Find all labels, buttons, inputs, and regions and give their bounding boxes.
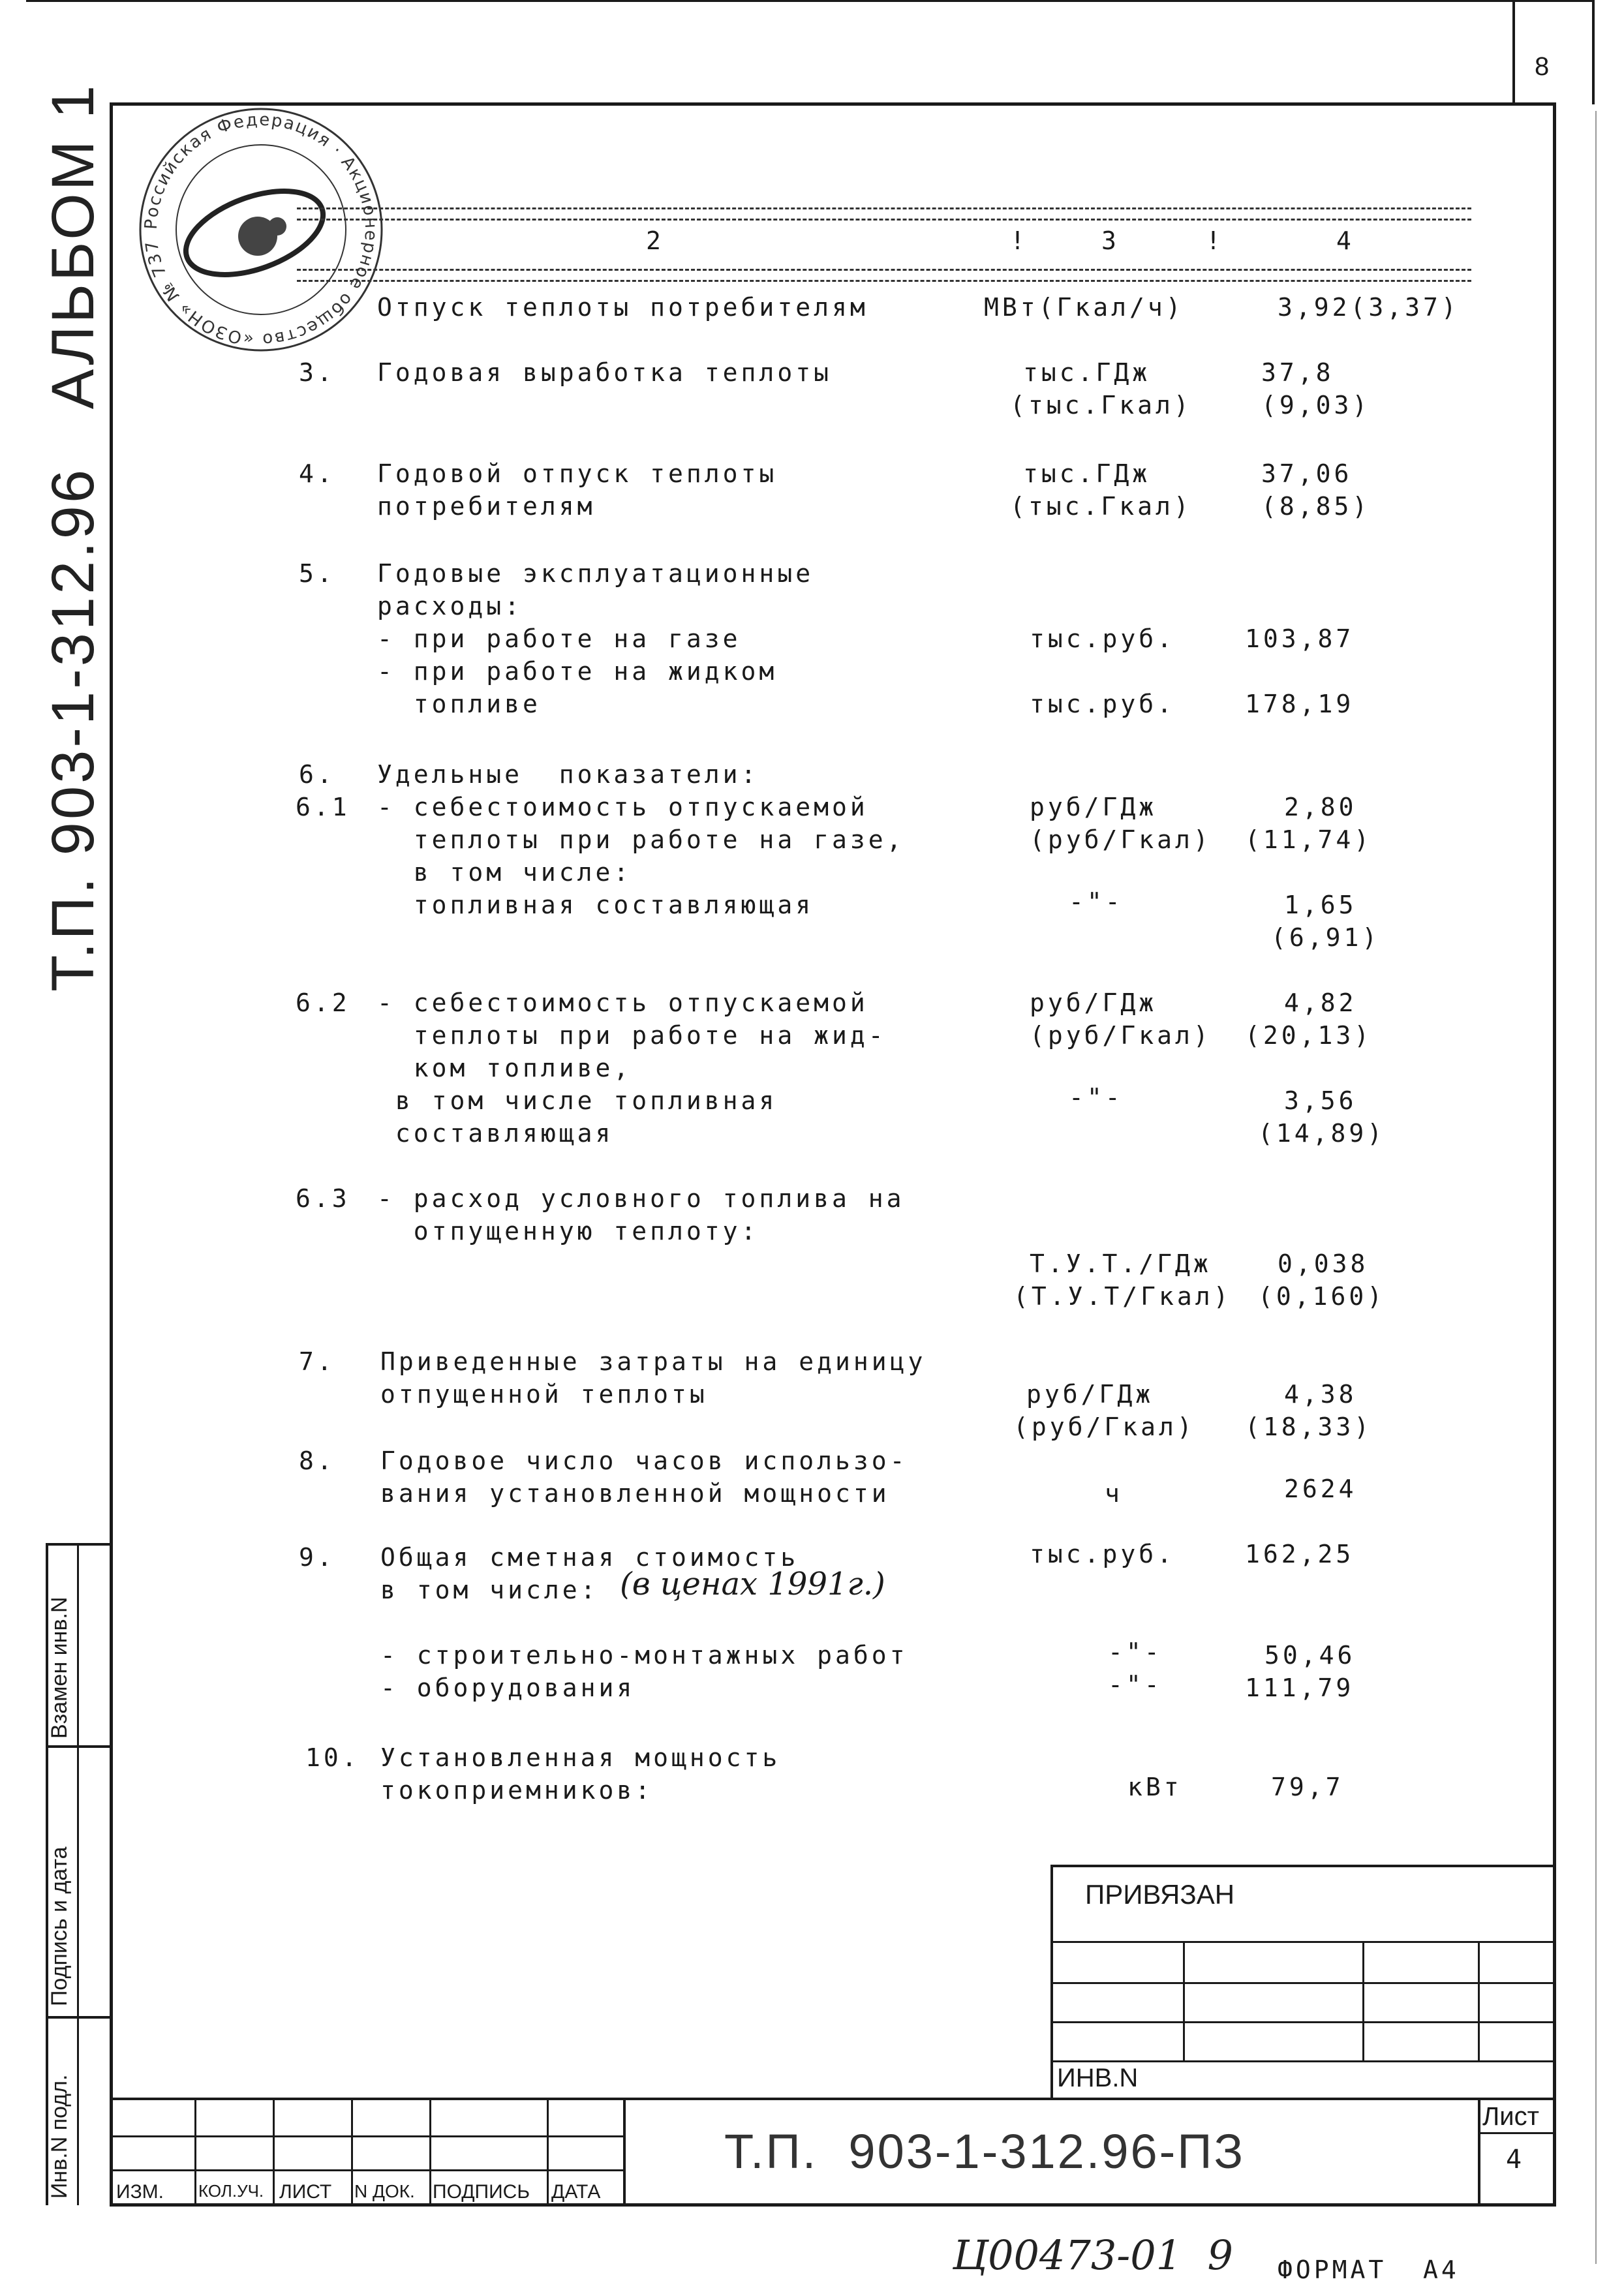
row-5-value-2: 178,19 bbox=[1245, 690, 1355, 718]
stamp-vline-1 bbox=[1183, 1941, 1185, 2062]
row-5-line-3: - при работе на газе bbox=[377, 624, 741, 653]
row-4-value-2: (8,85) bbox=[1261, 492, 1371, 521]
row-3-value-1: 37,8 bbox=[1261, 358, 1334, 387]
list-number: 4 bbox=[1506, 2145, 1525, 2175]
outer-top-line bbox=[26, 0, 1592, 2]
header-col-sep-2: ! bbox=[1206, 226, 1224, 255]
row-6-1-unit-2: (руб/Гкал) bbox=[1030, 825, 1212, 854]
row-9a-line-2: - оборудования bbox=[380, 1673, 636, 1702]
list-label: Лист bbox=[1482, 2102, 1539, 2131]
row-4-line-2: потребителям bbox=[377, 492, 596, 521]
scan-edge-line bbox=[1595, 111, 1597, 2264]
titleblock-list-divider bbox=[1478, 2098, 1480, 2205]
header-col-2: 2 bbox=[646, 226, 664, 255]
header-rule-bottom bbox=[297, 269, 1471, 282]
field-inv-podl: Инв.N подл. bbox=[47, 2074, 72, 2199]
row-3-num: 3. bbox=[299, 358, 335, 387]
row-5-value-1: 103,87 bbox=[1245, 624, 1355, 653]
tb-col-data: ДАТА bbox=[551, 2181, 601, 2203]
row-6-line-1: Удельные показатели: bbox=[377, 760, 759, 789]
row-6-2-num: 6.2 bbox=[296, 988, 350, 1017]
row-6-3-value-2: (0,160) bbox=[1258, 1282, 1386, 1311]
row-6-3-unit-1: Т.У.Т./ГДж bbox=[1030, 1249, 1212, 1278]
tb-col-3 bbox=[351, 2098, 353, 2205]
row-8-line-2: вания установленной мощности bbox=[380, 1479, 890, 1508]
seal-ring-text: Российская Федерация · Акционерное общество «ОЗОН» № 737 bbox=[141, 110, 381, 350]
row-9a-value-2: 111,79 bbox=[1245, 1673, 1355, 1702]
row-8-unit-1: ч bbox=[1105, 1479, 1123, 1508]
row-9-value-1: 162,25 bbox=[1245, 1540, 1355, 1568]
row-10-value-1: 79,7 bbox=[1271, 1773, 1344, 1801]
row-6-2-value-2: (20,13) bbox=[1245, 1021, 1373, 1050]
row-6-2-unit-2: (руб/Гкал) bbox=[1030, 1021, 1212, 1050]
row-10-line-1: Установленная мощность bbox=[380, 1743, 781, 1772]
row-6-2-value-1: 4,82 bbox=[1284, 988, 1357, 1017]
tb-col-2 bbox=[273, 2098, 275, 2205]
row-6-1-line-2: теплоты при работе на газе, bbox=[377, 825, 905, 854]
row-7-value-2: (18,33) bbox=[1245, 1413, 1373, 1441]
row-6-3-line-1: - расход условного топлива на bbox=[377, 1184, 905, 1213]
stamp-vline-2 bbox=[1362, 1941, 1364, 2062]
row-8-value-1: 2624 bbox=[1284, 1475, 1357, 1503]
row-3-line-1: Годовая выработка теплоты bbox=[377, 358, 832, 387]
row-6-2-unit-1: руб/ГДж bbox=[1030, 988, 1157, 1017]
row-9a-unit-1: -"- bbox=[1108, 1638, 1163, 1666]
page-num-box-right bbox=[1592, 0, 1595, 104]
row-6-1-value-3: 1,65 bbox=[1284, 891, 1357, 919]
row-9a-unit-2: -"- bbox=[1108, 1670, 1163, 1699]
side-strip-inner bbox=[77, 1543, 79, 2205]
company-seal-icon bbox=[124, 106, 398, 354]
stamp-vline-3 bbox=[1478, 1941, 1480, 2062]
row-6-2-value-3: 3,56 bbox=[1284, 1086, 1357, 1115]
tb-col-koluch: КОЛ.УЧ. bbox=[198, 2181, 264, 2201]
row-6-num: 6. bbox=[299, 760, 335, 789]
stamp-top-line bbox=[1050, 1865, 1554, 1867]
side-title: Т.П. 903-1-312.96 АЛЬБОМ 1 bbox=[40, 82, 106, 992]
row-9a-line-1: - строительно-монтажных работ bbox=[380, 1641, 908, 1670]
row-10-num: 10. bbox=[305, 1743, 360, 1772]
row-6-2-line-2: теплоты при работе на жид- bbox=[377, 1021, 887, 1050]
frame-bottom bbox=[110, 2203, 1556, 2207]
row-9-line-2: в том числе: bbox=[380, 1576, 599, 1604]
row-6-2-line-3: ком топливе, bbox=[377, 1054, 632, 1082]
row-6-2-line-1: - себестоимость отпускаемой bbox=[377, 988, 868, 1017]
row-9a-value-1: 50,46 bbox=[1264, 1641, 1356, 1670]
row-10-unit-1: кВт bbox=[1127, 1773, 1182, 1801]
tb-col-4 bbox=[429, 2098, 431, 2205]
row-4-line-1: Годовой отпуск теплоты bbox=[377, 459, 778, 488]
row-6-1-num: 6.1 bbox=[296, 793, 350, 821]
stamp-privyazan: ПРИВЯЗАН bbox=[1085, 1879, 1235, 1910]
tb-col-list: ЛИСТ bbox=[279, 2181, 332, 2203]
row-6-1-line-4: топливная составляющая bbox=[377, 891, 814, 919]
page-num-box-left bbox=[1512, 0, 1515, 104]
row-6-2-line-4: в том числе топливная bbox=[377, 1086, 778, 1115]
row-10-line-2: токоприемников: bbox=[380, 1776, 654, 1805]
row-9-num: 9. bbox=[299, 1543, 335, 1572]
header-sep-1: ! bbox=[1010, 226, 1028, 255]
header-col-4: 4 bbox=[1336, 226, 1355, 255]
header-rule-top bbox=[297, 207, 1471, 221]
row-5-line-4: - при работе на жидком bbox=[377, 657, 778, 686]
row-5-line-1: Годовые эксплуатационные bbox=[377, 559, 814, 588]
row-5-unit-1: тыс.руб. bbox=[1030, 624, 1176, 653]
row-6-3-line-2: отпущенную теплоту: bbox=[377, 1217, 759, 1245]
row-9-line-1: Общая сметная стоимость bbox=[380, 1543, 799, 1572]
tb-col-podpis: ПОДПИСЬ bbox=[433, 2181, 530, 2203]
row-7-line-2: отпущенной теплоты bbox=[380, 1380, 708, 1409]
doc-code: Т.П. 903-1-312.96-ПЗ bbox=[724, 2124, 1246, 2178]
row-6-3-value-1: 0,038 bbox=[1278, 1249, 1369, 1278]
row-6-2-value-4: (14,89) bbox=[1258, 1119, 1386, 1148]
row-4-unit-2: (тыс.Гкал) bbox=[1010, 492, 1192, 521]
row-6-1-unit-1: руб/ГДж bbox=[1030, 793, 1157, 821]
row-6-1-value-1: 2,80 bbox=[1284, 793, 1357, 821]
row-9-unit-1: тыс.руб. bbox=[1030, 1540, 1176, 1568]
row-6-2-unit-3: -"- bbox=[1069, 1083, 1124, 1112]
row-7-num: 7. bbox=[299, 1347, 335, 1376]
row-5-unit-2: тыс.руб. bbox=[1030, 690, 1176, 718]
row-7-value-1: 4,38 bbox=[1284, 1380, 1357, 1409]
format-label: ФОРМАТ А4 bbox=[1278, 2255, 1460, 2284]
row-6-1-value-2: (11,74) bbox=[1245, 825, 1373, 854]
row-7-line-1: Приведенные затраты на единицу bbox=[380, 1347, 927, 1376]
row-6-2-line-5: составляющая bbox=[377, 1119, 614, 1148]
row-7-unit-1: руб/ГДж bbox=[1026, 1380, 1154, 1409]
row-5-line-5: топливе bbox=[377, 690, 541, 718]
row-6-1-line-3: в том числе: bbox=[377, 858, 632, 887]
tb-col-5 bbox=[547, 2098, 549, 2205]
titleblock-divider bbox=[623, 2098, 626, 2205]
titleblock-list-line bbox=[1478, 2132, 1555, 2134]
tb-col-izm: ИЗМ. bbox=[116, 2181, 164, 2203]
header-col-3: 3 bbox=[1101, 226, 1120, 255]
row-4-unit-1: тыс.ГДж bbox=[1023, 459, 1151, 488]
row-3-unit-2: (тыс.Гкал) bbox=[1010, 391, 1192, 420]
hand-number: Ц00473-01 9 bbox=[953, 2231, 1234, 2279]
field-vzamen: Взамен инв.N bbox=[47, 1597, 72, 1739]
row-1-value-1: 3,92(3,37) bbox=[1278, 293, 1460, 322]
row-9-hand-note: (в ценах 1991г.) bbox=[620, 1566, 885, 1602]
row-1-unit-1: МВт(Гкал/ч) bbox=[984, 293, 1184, 322]
row-6-1-line-1: - себестоимость отпускаемой bbox=[377, 793, 868, 821]
page-number-corner: 8 bbox=[1535, 52, 1550, 81]
row-6-3-unit-2: (Т.У.Т/Гкал) bbox=[1013, 1282, 1232, 1311]
row-3-unit-1: тыс.ГДж bbox=[1023, 358, 1151, 387]
field-podpis: Подпись и дата bbox=[47, 1846, 72, 2006]
row-6-1-unit-3: -"- bbox=[1069, 887, 1124, 916]
row-1-line-1: Отпуск теплоты потребителям bbox=[377, 293, 868, 322]
tb-col-1 bbox=[194, 2098, 196, 2205]
row-3-value-2: (9,03) bbox=[1261, 391, 1371, 420]
row-4-value-1: 37,06 bbox=[1261, 459, 1353, 488]
row-6-1-value-4: (6,91) bbox=[1271, 923, 1381, 952]
row-7-unit-2: (руб/Гкал) bbox=[1013, 1413, 1195, 1441]
row-8-num: 8. bbox=[299, 1446, 335, 1475]
row-5-line-2: расходы: bbox=[377, 592, 523, 620]
stamp-inv: ИНВ.N bbox=[1057, 2064, 1139, 2092]
frame-right bbox=[1553, 102, 1556, 2207]
row-5-num: 5. bbox=[299, 559, 335, 588]
row-4-num: 4. bbox=[299, 459, 335, 488]
tb-col-ndok: N ДОК. bbox=[354, 2181, 415, 2201]
row-8-line-1: Годовое число часов использо- bbox=[380, 1446, 908, 1475]
titleblock-top bbox=[110, 2098, 1556, 2100]
row-6-3-num: 6.3 bbox=[296, 1184, 350, 1213]
